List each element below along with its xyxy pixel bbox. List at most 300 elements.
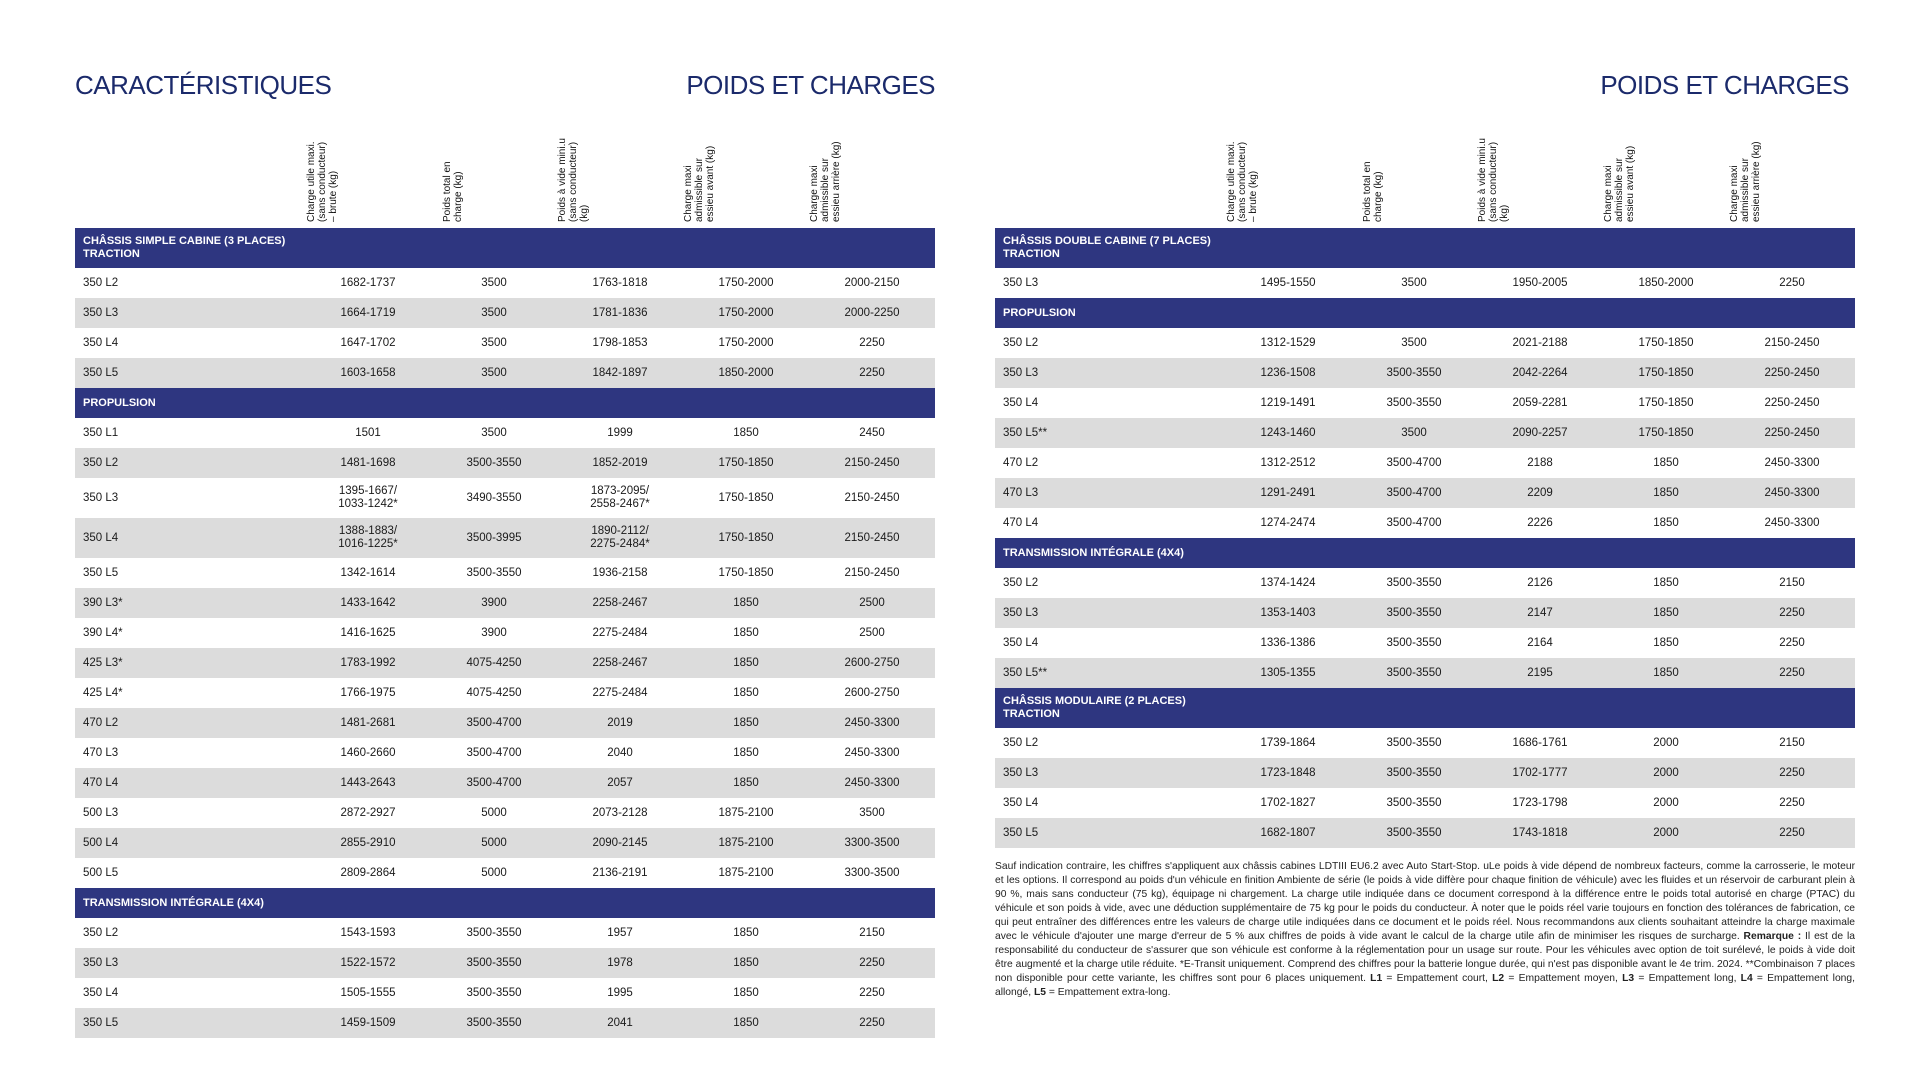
table-cell: 1501 [355,426,381,439]
table-row [75,978,935,1008]
table-cell: 1395-1667/ 1033-1242* [338,485,398,510]
table-cell: 1850 [1653,486,1679,499]
model-label: 350 L2 [1003,337,1039,349]
section-header [75,888,935,918]
table-cell: 2226 [1527,516,1553,529]
section-header [995,538,1855,568]
table-cell: 1936-2158 [592,566,648,579]
section-rows [995,268,1855,298]
table-cell: 3500-4700 [1386,456,1442,469]
model-label: 350 L3 [83,957,119,969]
column-header: Charge maxi admissible sur essieu arrière (kg) [809,141,842,222]
model-label: 350 L5** [1003,427,1048,439]
model-label: 350 L1 [83,427,119,439]
section-header [75,388,935,418]
table-cell: 3500 [481,336,507,349]
table-cell: 2250-2450 [1764,426,1820,439]
table-cell: 2150 [1779,576,1805,589]
table-cell: 2250 [1779,766,1805,779]
table-cell: 2250 [1779,826,1805,839]
table-cell: 1702-1827 [1260,796,1316,809]
model-label: 350 L3 [1003,277,1039,289]
table-row [995,508,1855,538]
table-cell: 1850 [733,926,759,939]
table-cell: 3500-4700 [1386,516,1442,529]
table-row [75,768,935,798]
section-title: PROPULSION [83,397,156,409]
table-cell: 5000 [481,866,507,879]
table-cell: 1850 [1653,516,1679,529]
model-label: 425 L3* [83,657,123,669]
table-cell: 1750-2000 [718,306,774,319]
table-row [995,448,1855,478]
table-cell: 1750-1850 [718,456,774,469]
model-label: 350 L5** [1003,667,1048,679]
table-row [75,418,935,448]
table-row [75,558,935,588]
table-cell: 1999 [607,426,633,439]
table-cell: 1305-1355 [1260,666,1316,679]
table-row [995,758,1855,788]
table-cell: 1750-2000 [718,276,774,289]
section-subtitle: TRACTION [1003,708,1060,720]
table-cell: 1850 [733,716,759,729]
table-cell: 2258-2467 [592,656,648,669]
table-row [995,568,1855,598]
table-cell: 2188 [1527,456,1553,469]
table-cell: 2000 [1653,736,1679,749]
table-cell: 1850 [733,746,759,759]
section-title: TRANSMISSION INTÉGRALE (4X4) [83,897,264,909]
model-label: 350 L3 [1003,367,1039,379]
section-header [75,228,935,268]
section-header [995,228,1855,268]
footnote: Sauf indication contraire, les chiffres s'appliquent aux châssis cabines LDTIII EU6.2 avec Auto Start-Stop. uLe poids à vide dépend de nombreux facteurs, comme la carrosserie, le moteur et les options. Il correspond au poids d'un véhicule en finition Ambiente de série (le poids à vide diffère pour chaque finition de véhicule) avec les fluides et un réservoir de carburant plein à 90 %, mais sans conducteur (75 kg), équipage ni chargement. La charge utile indiquée dans ce document correspond à la différence entre le poids total autorisé en charge (PTAC) du véhicule et son poids à vide, avec une déduction supplémentaire de 75 kg pour le poids du conducteur. À noter que le poids réel varie toujours en fonction des tolérances de fabrication, ce qui peut entraîner des différences entre les valeurs de charge utile indiquées dans ce document et le poids réel. Nous recommandons aux clients souhaitant atteindre la charge maximale avec le véhicule d'ajouter une marge d'erreur de 5 % aux chiffres de poids à vide avant le calcul de la charge utile afin de minimiser les risques de surcharge. Remarque : Il est de la responsabilité du conducteur de s'assurer que son véhicule est conforme à la réglementation pour un usage sur route. Pour les véhicules avec option de toit surélevé, le poids à vide doit être augmenté et la charge utile réduite. *E-Transit uniquement. Comprend des chiffres pour la batterie longue durée, qui n'est pas disponible avant le 4e trim. 2024. **Combinaison 7 places non disponible pour cette variante, les chiffres sont pour 6 places uniquement. L1 = Empattement court, L2 = Empattement moyen, L3 = Empattement long, L4 = Empattement long, allongé, L5 = Empattement extra-long. [995,861,1855,998]
table-cell: 3500-3550 [466,456,522,469]
column-header: Poids à vide mini.u (sans conducteur) (kg) [1477,138,1510,222]
section-rows [995,328,1855,538]
table-cell: 2090-2145 [592,836,648,849]
table-cell: 2250-2450 [1764,366,1820,379]
table-cell: 1236-1508 [1260,366,1316,379]
table-cell: 2164 [1527,636,1553,649]
table-cell: 1850 [1653,576,1679,589]
table-cell: 1388-1883/ 1016-1225* [338,525,398,550]
table-cell: 2209 [1527,486,1553,499]
table-cell: 1850 [1653,456,1679,469]
table-row [995,328,1855,358]
table-row [995,478,1855,508]
table-cell: 2450-3300 [1764,486,1820,499]
section-title: TRANSMISSION INTÉGRALE (4X4) [1003,547,1184,559]
table-cell: 3500-3550 [466,986,522,999]
table-cell: 2150-2450 [844,566,900,579]
table-cell: 1763-1818 [592,276,648,289]
table-cell: 2126 [1527,576,1553,589]
page-title-characteristics: CARACTÉRISTIQUES [75,70,332,100]
table-cell: 1850-2000 [718,366,774,379]
model-label: 350 L4 [1003,637,1039,649]
table-cell: 1875-2100 [718,836,774,849]
column-header: Charge utile maxi. (sans conducteur) – brute (kg) [306,141,339,222]
section-title: CHÂSSIS SIMPLE CABINE (3 PLACES) [83,235,286,247]
table-row [995,418,1855,448]
table-cell: 2500 [859,596,885,609]
table-cell: 2042-2264 [1512,366,1568,379]
table-cell: 1850 [733,656,759,669]
table-cell: 1850 [733,986,759,999]
table-cell: 2041 [607,1016,633,1029]
page-title-weights-right: POIDS ET CHARGES [1600,70,1849,100]
table-cell: 3500 [1401,426,1427,439]
model-label: 350 L3 [83,307,119,319]
table-row [75,618,935,648]
table-cell: 1850 [1653,636,1679,649]
table-cell: 2000-2250 [844,306,900,319]
table-cell: 3500 [481,306,507,319]
table-cell: 5000 [481,836,507,849]
column-header: Charge maxi admissible sur essieu avant (kg) [1603,145,1636,222]
table-cell: 3500 [481,426,507,439]
table-row [995,268,1855,298]
table-cell: 2250-2450 [1764,396,1820,409]
table-cell: 2021-2188 [1512,336,1568,349]
table-row [995,658,1855,688]
table-cell: 2450-3300 [844,746,900,759]
table-cell: 3500 [1401,276,1427,289]
table-cell: 3900 [481,626,507,639]
model-label: 350 L3 [1003,767,1039,779]
table-cell: 3500-4700 [466,746,522,759]
table-row [75,328,935,358]
table-cell: 1495-1550 [1260,276,1316,289]
table-row [75,798,935,828]
table-cell: 1603-1658 [340,366,396,379]
table-cell: 2500 [859,626,885,639]
table-cell: 1664-1719 [340,306,396,319]
table-cell: 1750-1850 [1638,336,1694,349]
table-cell: 1743-1818 [1512,826,1568,839]
table-cell: 1243-1460 [1260,426,1316,439]
model-label: 470 L3 [83,747,119,759]
table-cell: 2600-2750 [844,656,900,669]
table-cell: 3500-4700 [466,716,522,729]
table-cell: 1850 [733,626,759,639]
table-cell: 1850 [1653,666,1679,679]
model-label: 470 L3 [1003,487,1039,499]
table-cell: 2150-2450 [1764,336,1820,349]
section-title: CHÂSSIS DOUBLE CABINE (7 PLACES) [1003,235,1211,247]
table-cell: 2000-2150 [844,276,900,289]
table-cell: 3500-3550 [466,956,522,969]
table-cell: 2195 [1527,666,1553,679]
table-cell: 2250 [859,336,885,349]
section-subtitle: TRACTION [83,248,140,260]
table-row [995,598,1855,628]
section-title: CHÂSSIS MODULAIRE (2 PLACES) [1003,695,1186,707]
table-row [75,1008,935,1038]
table-row [75,298,935,328]
table-cell: 1781-1836 [592,306,648,319]
table-cell: 2450-3300 [844,716,900,729]
table-cell: 1723-1798 [1512,796,1568,809]
table-cell: 1433-1642 [340,596,396,609]
column-header: Poids total en charge (kg) [442,161,464,222]
table-cell: 2450-3300 [1764,456,1820,469]
table-cell: 3500-3550 [1386,366,1442,379]
model-label: 470 L4 [83,777,119,789]
table-cell: 1543-1593 [340,926,396,939]
table-cell: 1850 [733,426,759,439]
table-cell: 3500 [1401,336,1427,349]
table-cell: 3500-3550 [1386,796,1442,809]
table-cell: 1798-1853 [592,336,648,349]
table-cell: 2275-2484 [592,686,648,699]
table-cell: 2073-2128 [592,806,648,819]
table-cell: 2057 [607,776,633,789]
table-row [75,708,935,738]
table-cell: 1291-2491 [1260,486,1316,499]
table-cell: 2809-2864 [340,866,396,879]
table-cell: 1750-1850 [718,491,774,504]
table-cell: 1957 [607,926,633,939]
section-subtitle: TRACTION [1003,248,1060,260]
table-row [75,648,935,678]
table-cell: 3500-3550 [1386,576,1442,589]
table-cell: 1750-1850 [1638,426,1694,439]
model-label: 500 L3 [83,807,119,819]
table-cell: 2136-2191 [592,866,648,879]
column-headers [995,140,1855,228]
table-row [75,678,935,708]
table-cell: 3500-3995 [466,531,522,544]
table-cell: 2019 [607,716,633,729]
table-cell: 2150-2450 [844,456,900,469]
table-cell: 3500-3550 [1386,636,1442,649]
table-cell: 1336-1386 [1260,636,1316,649]
model-label: 470 L2 [83,717,119,729]
table-cell: 1353-1403 [1260,606,1316,619]
table-cell: 3500 [481,276,507,289]
table-cell: 3500-3550 [1386,826,1442,839]
section-header [995,688,1855,728]
table-cell: 1750-1850 [1638,366,1694,379]
table-cell: 2250 [1779,276,1805,289]
table-cell: 1460-2660 [340,746,396,759]
section-header [995,298,1855,328]
table-row [75,358,935,388]
table-row [75,268,935,298]
table-cell: 1219-1491 [1260,396,1316,409]
table-cell: 1750-1850 [718,531,774,544]
column-header: Poids total en charge (kg) [1362,161,1384,222]
table-cell: 1481-2681 [340,716,396,729]
table-cell: 3900 [481,596,507,609]
table-cell: 1750-1850 [1638,396,1694,409]
model-label: 500 L5 [83,867,119,879]
table-cell: 3300-3500 [844,836,900,849]
model-label: 350 L2 [83,927,119,939]
table-cell: 3500 [859,806,885,819]
table-cell: 1850 [733,956,759,969]
table-cell: 1374-1424 [1260,576,1316,589]
model-label: 350 L5 [83,1017,119,1029]
table-cell: 1686-1761 [1512,736,1568,749]
model-label: 425 L4* [83,687,123,699]
table-cell: 1842-1897 [592,366,648,379]
table-cell: 2000 [1653,766,1679,779]
table-cell: 1750-2000 [718,336,774,349]
section-rows [75,418,935,888]
table-cell: 4075-4250 [466,686,522,699]
table-cell: 1505-1555 [340,986,396,999]
table-cell: 1416-1625 [340,626,396,639]
table-cell: 2250 [1779,666,1805,679]
table-cell: 2258-2467 [592,596,648,609]
section-rows [995,568,1855,688]
table-cell: 1522-1572 [340,956,396,969]
table-cell: 2600-2750 [844,686,900,699]
table-row [75,448,935,478]
table-row [995,358,1855,388]
model-label: 350 L2 [83,277,119,289]
table-cell: 1873-2095/ 2558-2467* [590,485,650,510]
table-cell: 2150-2450 [844,491,900,504]
section-rows [75,268,935,388]
model-label: 350 L4 [83,337,119,349]
table-cell: 3300-3500 [844,866,900,879]
table-cell: 2059-2281 [1512,396,1568,409]
table-cell: 2250 [1779,606,1805,619]
left-weights-table [75,140,935,1038]
table-row [75,518,935,558]
table-cell: 3500 [481,366,507,379]
model-label: 350 L5 [83,367,119,379]
table-cell: 1978 [607,956,633,969]
table-cell: 2250 [859,1016,885,1029]
table-row [75,738,935,768]
table-cell: 2250 [859,956,885,969]
table-cell: 2250 [1779,796,1805,809]
table-row [995,788,1855,818]
table-cell: 1342-1614 [340,566,396,579]
model-label: 350 L5 [1003,827,1039,839]
model-label: 350 L3 [1003,607,1039,619]
model-label: 350 L4 [1003,397,1039,409]
table-cell: 1850 [1653,606,1679,619]
table-cell: 3500-3550 [466,1016,522,1029]
table-cell: 3500-3550 [1386,666,1442,679]
table-row [995,388,1855,418]
model-label: 350 L2 [1003,577,1039,589]
table-cell: 1850 [733,1016,759,1029]
table-cell: 5000 [481,806,507,819]
section-rows [995,728,1855,848]
table-cell: 3500-3550 [1386,736,1442,749]
column-header: Poids à vide mini.u (sans conducteur) (kg) [557,138,590,222]
table-cell: 1850 [733,776,759,789]
table-row [75,828,935,858]
table-cell: 1312-2512 [1260,456,1316,469]
table-cell: 1682-1737 [340,276,396,289]
model-label: 350 L4 [83,987,119,999]
table-cell: 1723-1848 [1260,766,1316,779]
model-label: 350 L4 [1003,797,1039,809]
table-cell: 3500-3550 [466,566,522,579]
table-row [995,818,1855,848]
table-cell: 1443-2643 [340,776,396,789]
model-label: 470 L4 [1003,517,1039,529]
right-weights-table [995,140,1855,848]
table-cell: 1850 [733,596,759,609]
table-cell: 3500-4700 [1386,486,1442,499]
model-label: 390 L3* [83,597,123,609]
table-row [75,588,935,618]
table-cell: 2040 [607,746,633,759]
table-cell: 2147 [1527,606,1553,619]
table-row [995,628,1855,658]
table-cell: 2250 [859,986,885,999]
table-cell: 2872-2927 [340,806,396,819]
table-cell: 2450-3300 [844,776,900,789]
table-cell: 1766-1975 [340,686,396,699]
table-cell: 1875-2100 [718,866,774,879]
table-cell: 1995 [607,986,633,999]
table-cell: 1890-2112/ 2275-2484* [590,525,650,550]
model-label: 350 L2 [1003,737,1039,749]
model-label: 390 L4* [83,627,123,639]
table-cell: 2150 [859,926,885,939]
table-row [75,858,935,888]
table-cell: 3500-3550 [466,926,522,939]
table-cell: 3500-3550 [1386,766,1442,779]
table-cell: 1783-1992 [340,656,396,669]
table-cell: 3500-3550 [1386,396,1442,409]
table-cell: 2150 [1779,736,1805,749]
table-cell: 1875-2100 [718,806,774,819]
table-cell: 3500-4700 [466,776,522,789]
model-label: 350 L5 [83,567,119,579]
table-cell: 2450 [859,426,885,439]
table-cell: 1682-1807 [1260,826,1316,839]
table-cell: 1852-2019 [592,456,648,469]
table-cell: 1750-1850 [718,566,774,579]
model-label: 350 L2 [83,457,119,469]
page-title-weights-left: POIDS ET CHARGES [686,70,935,100]
table-cell: 2275-2484 [592,626,648,639]
table-cell: 1850-2000 [1638,276,1694,289]
table-row [995,728,1855,758]
model-label: 350 L4 [83,532,119,544]
column-headers [75,140,935,228]
table-cell: 2000 [1653,796,1679,809]
table-row [75,948,935,978]
table-cell: 1459-1509 [340,1016,396,1029]
column-header: Charge maxi admissible sur essieu avant (kg) [683,145,716,222]
model-label: 350 L3 [83,492,119,504]
table-row [75,478,935,518]
table-cell: 2250 [859,366,885,379]
table-cell: 1481-1698 [340,456,396,469]
table-cell: 1850 [733,686,759,699]
table-cell: 2090-2257 [1512,426,1568,439]
section-rows [75,918,935,1038]
model-label: 500 L4 [83,837,119,849]
table-row [75,918,935,948]
table-cell: 1274-2474 [1260,516,1316,529]
table-cell: 2150-2450 [844,531,900,544]
table-cell: 1647-1702 [340,336,396,349]
